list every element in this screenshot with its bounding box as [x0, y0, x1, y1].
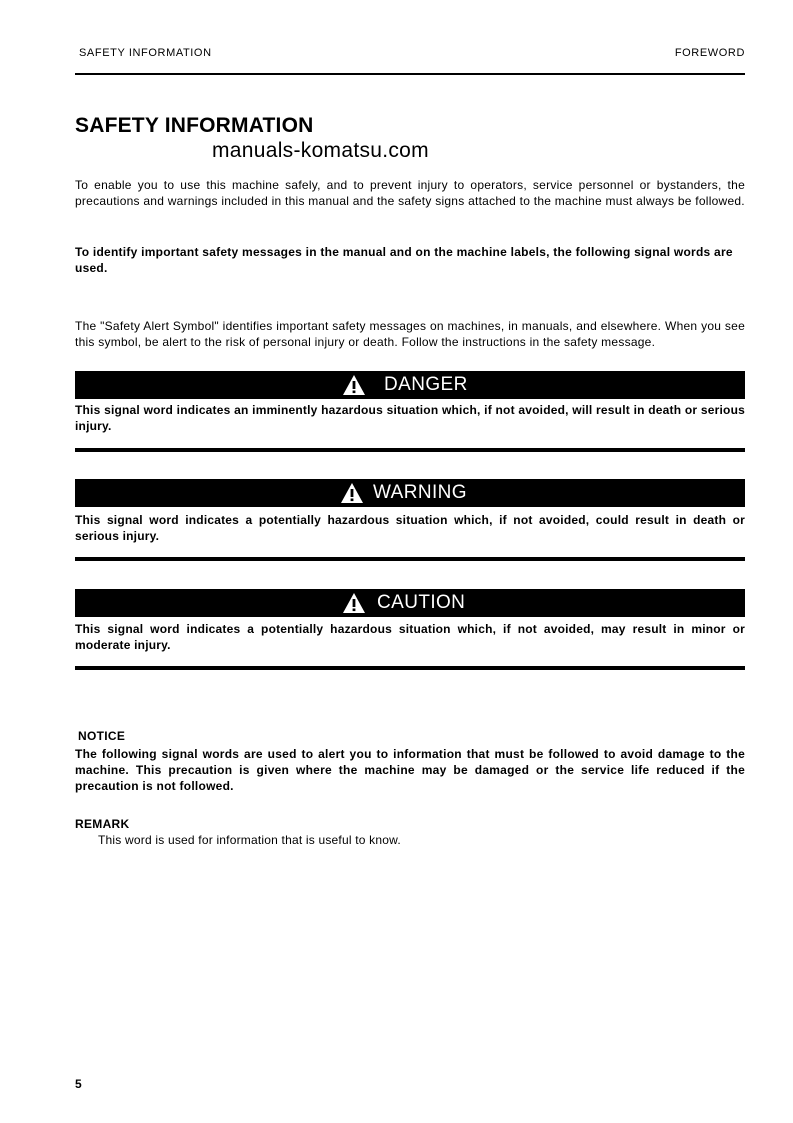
warning-triangle-icon: [340, 482, 364, 504]
danger-signal-bar: [75, 371, 745, 399]
manual-page: [75, 0, 745, 1123]
remark-heading: REMARK: [75, 817, 130, 831]
warning-triangle-icon: [342, 374, 366, 396]
header-section-right: FOREWORD: [674, 47, 745, 59]
danger-signal-word: DANGER: [384, 374, 468, 395]
watermark-text: manuals-komatsu.com: [212, 139, 429, 162]
intro-paragraph: To enable you to use this machine safely, and to prevent injury to operators, service personnel or bystanders, the precautions and warnings included in this manual and the safety signs attached to the machine must always be followed.: [75, 178, 745, 208]
section-divider: [75, 666, 745, 670]
warning-triangle-icon: [342, 592, 366, 614]
caution-signal-bar: [75, 589, 745, 617]
warning-signal-bar: [75, 479, 745, 507]
page-number: 5: [75, 1077, 82, 1091]
page-title: SAFETY INFORMATION: [75, 114, 314, 137]
warning-description: This signal word indicates a potentially hazardous situation which, if not avoided, could result in death or serious injury.: [75, 513, 745, 543]
section-divider: [75, 557, 745, 561]
header-section-left: SAFETY INFORMATION: [79, 47, 212, 59]
section-divider: [75, 448, 745, 452]
danger-description: This signal word indicates an imminently hazardous situation which, if not avoided, will result in death or serious injury.: [75, 403, 745, 433]
header-divider: [75, 73, 745, 75]
caution-signal-word: CAUTION: [377, 592, 466, 613]
caution-description: This signal word indicates a potentially hazardous situation which, if not avoided, may result in minor or moderate injury.: [75, 622, 745, 652]
notice-text: The following signal words are used to alert you to information that must be followed to avoid damage to the machine. This precaution is given where the machine may be damaged or the service life reduced if the precaution is not followed.: [75, 747, 745, 793]
notice-heading: NOTICE: [78, 729, 126, 743]
alert-symbol-paragraph: The "Safety Alert Symbol" identifies important safety messages on machines, in manuals, and elsewhere. When you see this symbol, be alert to the risk of personal injury or death. Follow the instructions in the safety message.: [75, 319, 745, 349]
remark-text: This word is used for information that is useful to know.: [98, 833, 401, 847]
identify-paragraph: To identify important safety messages in the manual and on the machine labels, the following signal words are used.: [75, 245, 733, 275]
warning-signal-word: WARNING: [373, 482, 467, 503]
